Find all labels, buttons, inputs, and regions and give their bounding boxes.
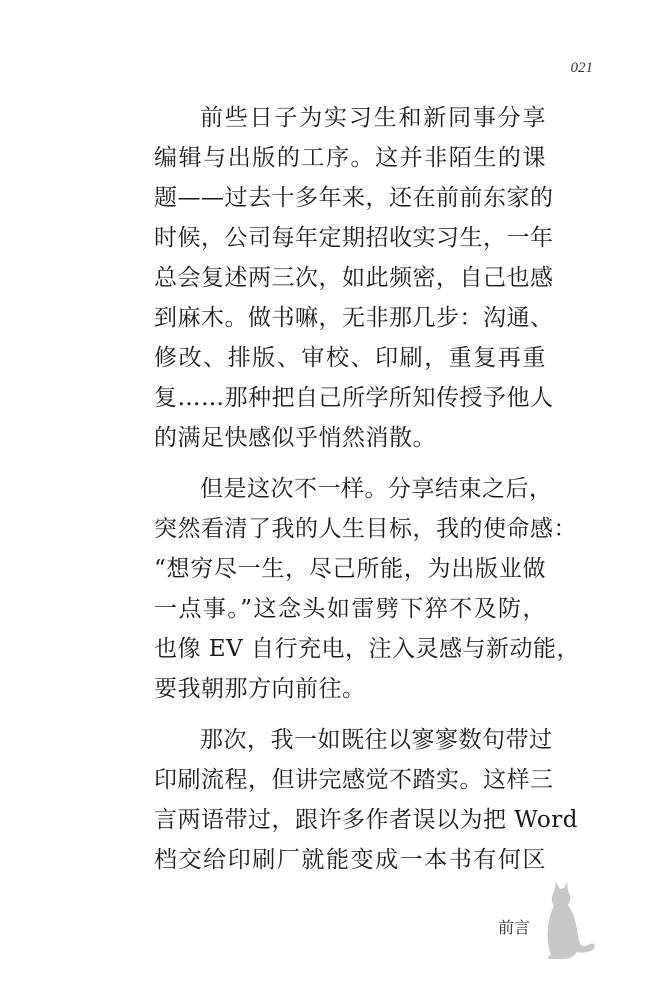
text-line: 复……那种把自己所学所知传授予他人 <box>154 385 554 411</box>
text-line: 时候，公司每年定期招收实习生，一年 <box>154 225 554 251</box>
footer-label: 前言 <box>498 918 531 937</box>
text-line: 言两语带过，跟许多作者误以为把 Word <box>154 807 578 833</box>
text-line: “想穷尽一生，尽己所能，为出版业做 <box>154 556 546 582</box>
cat-silhouette-icon <box>540 882 596 960</box>
text-line: 题——过去十多年来，还在前前东家的 <box>154 185 554 211</box>
text-line: 也像 EV 自行充电，注入灵感与新动能， <box>154 636 581 662</box>
text-line: 突然看清了我的人生目标，我的使命感： <box>154 516 577 542</box>
text-line: 要我朝那方向前往。 <box>154 676 366 702</box>
text-line: 到麻木。做书嘛，无非那几步：沟通、 <box>154 305 554 331</box>
page-number: 021 <box>570 60 593 76</box>
text-line: 的满足快感似乎悄然消散。 <box>154 425 436 451</box>
paragraph-3 <box>154 720 578 880</box>
text-line: 一点事。”这念头如雷劈下猝不及防， <box>154 596 546 622</box>
text-line: 档交给印刷厂就能变成一本书有何区 <box>154 847 546 873</box>
body-text <box>154 98 581 891</box>
text-line: 修改、排版、审校、印刷，重复再重 <box>154 345 546 371</box>
paragraph-1 <box>154 98 554 458</box>
text-line: 前些日子为实习生和新同事分享 <box>200 105 546 131</box>
text-line: 但是这次不一样。分享结束之后， <box>200 476 553 502</box>
text-line: 总会复述两三次，如此频密，自己也感 <box>154 265 554 291</box>
text-line: 那次，我一如既往以寥寥数句带过 <box>200 727 553 753</box>
paragraph-2 <box>154 469 581 709</box>
text-line: 编辑与出版的工序。这并非陌生的课 <box>154 145 546 171</box>
text-line: 印刷流程，但讲完感觉不踏实。这样三 <box>154 767 554 793</box>
